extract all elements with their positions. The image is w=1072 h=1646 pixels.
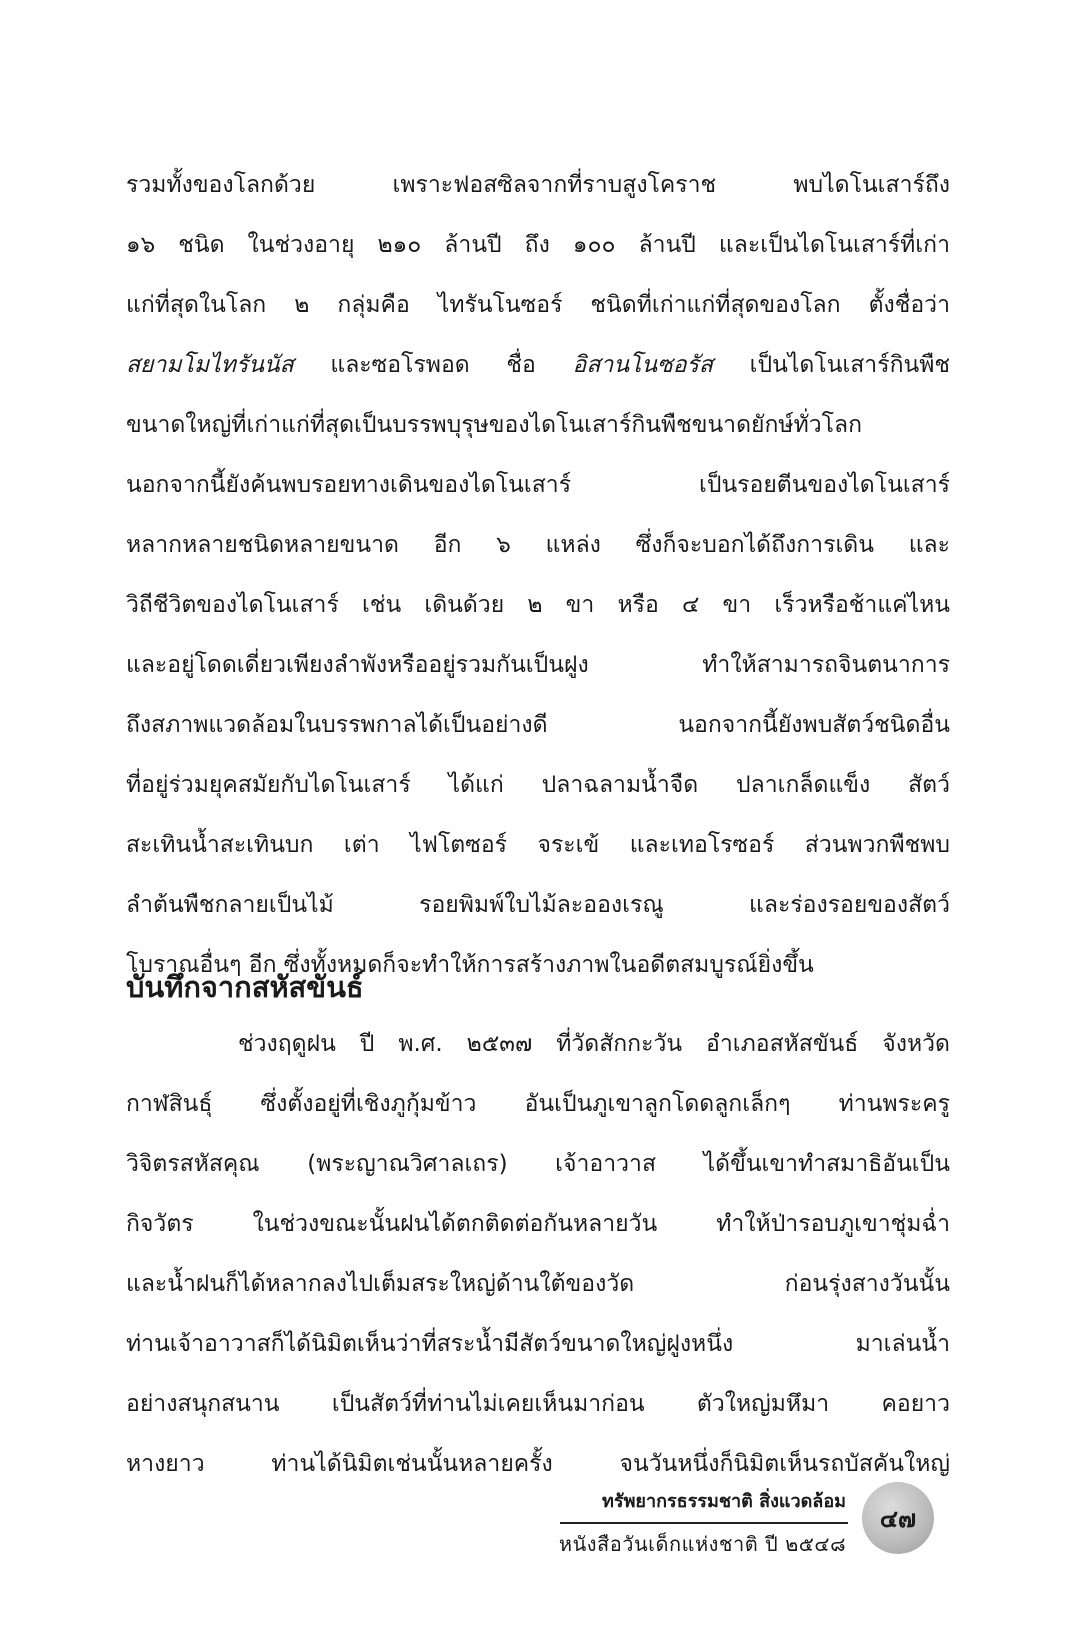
page-number-badge xyxy=(862,1482,934,1554)
text-line: และน้ำฝนก็ได้หลากลงไปเต็มสระใหญ่ด้านใต้ของวัด ก่อนรุ่งสางวันนั้น xyxy=(126,1271,950,1297)
text-line: หลากหลายชนิดหลายขนาด อีก ๖ แหล่ง ซึ่งก็จะบอกได้ถึงการเดิน และ xyxy=(126,532,950,558)
text-line: วิถีชีวิตของไดโนเสาร์ เช่น เดินด้วย ๒ ขา หรือ ๔ ขา เร็วหรือช้าแค่ไหน xyxy=(126,592,950,618)
species-name-isanosaurus: อิสานโนซอรัส xyxy=(572,352,713,378)
footer-divider xyxy=(560,1522,848,1524)
text-line: นอกจากนี้ยังค้นพบรอยทางเดินของไดโนเสาร์ เป็นรอยตีนของไดโนเสาร์ xyxy=(126,472,950,498)
footer-book-title: ทรัพยากรธรรมชาติ สิ่งแวดล้อม xyxy=(602,1491,846,1512)
text-line: อย่างสนุกสนาน เป็นสัตว์ที่ท่านไม่เคยเห็นมาก่อน ตัวใหญ่มหึมา คอยาว xyxy=(126,1391,950,1417)
page-number: ๔๗ xyxy=(879,1504,917,1533)
text-line: แก่ที่สุดในโลก ๒ กลุ่มคือ ไทรันโนซอร์ ชนิดที่เก่าแก่ที่สุดของโลก ตั้งชื่อว่า xyxy=(126,292,950,318)
text-line: กาฬสินธุ์ ซึ่งตั้งอยู่ที่เชิงภูกุ้มข้าว อันเป็นภูเขาลูกโดดลูกเล็กๆ ท่านพระครู xyxy=(126,1091,950,1117)
species-name-siamotyrannus: สยามโมไทรันนัส xyxy=(126,352,294,378)
text-line: ท่านเจ้าอาวาสก็ได้นิมิตเห็นว่าที่สระน้ำมีสัตว์ขนาดใหญ่ฝูงหนึ่ง มาเล่นน้ำ xyxy=(126,1331,950,1357)
text-line: ถึงสภาพแวดล้อมในบรรพกาลได้เป็นอย่างดี นอกจากนี้ยังพบสัตว์ชนิดอื่น xyxy=(126,712,950,738)
text-line: ลำต้นพืชกลายเป็นไม้ รอยพิมพ์ใบไม้ละอองเรณู และร่องรอยของสัตว์ xyxy=(126,892,950,918)
text-line: ขนาดใหญ่ที่เก่าแก่ที่สุดเป็นบรรพบุรุษของไดโนเสาร์กินพืชขนาดยักษ์ทั่วโลก xyxy=(126,412,863,438)
text-line: วิจิตรสหัสคุณ (พระญาณวิศาลเถร) เจ้าอาวาส ได้ขึ้นเขาทำสมาธิอันเป็น xyxy=(126,1151,950,1177)
text-segment: และซอโรพอด ชื่อ xyxy=(293,352,573,378)
paragraph-sahatsakhan xyxy=(126,1014,950,1494)
text-line: ช่วงฤดูฝน ปี พ.ศ. ๒๕๓๗ ที่วัดสักกะวัน อำเภอสหัสขันธ์ จังหวัด xyxy=(238,1031,950,1057)
paragraph-fossils xyxy=(126,155,950,995)
footer-book-subtitle: หนังสือวันเด็กแห่งชาติ ปี ๒๕๔๘ xyxy=(558,1532,846,1556)
text-line: ที่อยู่ร่วมยุคสมัยกับไดโนเสาร์ ได้แก่ ปลาฉลามน้ำจืด ปลาเกล็ดแข็ง สัตว์ xyxy=(126,772,950,798)
text-line: สะเทินน้ำสะเทินบก เต่า ไฟโตซอร์ จระเข้ และเทอโรซอร์ ส่วนพวกพืชพบ xyxy=(126,832,950,858)
text-line-with-species-names xyxy=(126,335,950,395)
text-line: ๑๖ ชนิด ในช่วงอายุ ๒๑๐ ล้านปี ถึง ๑๐๐ ล้านปี และเป็นไดโนเสาร์ที่เก่า xyxy=(126,232,950,258)
text-segment: เป็นไดโนเสาร์กินพืช xyxy=(712,352,950,378)
text-line: รวมทั้งของโลกด้วย เพราะฟอสซิลจากที่ราบสูงโคราช พบไดโนเสาร์ถึง xyxy=(126,172,950,198)
section-heading: บันทึกจากสหัสขันธ์ xyxy=(126,970,364,1004)
text-line: โบราณอื่นๆ อีก ซึ่งทั้งหมดก็จะทำให้การสร้างภาพในอดีตสมบูรณ์ยิ่งขึ้น xyxy=(126,952,814,978)
text-line: หางยาว ท่านได้นิมิตเช่นนั้นหลายครั้ง จนวันหนึ่งก็นิมิตเห็นรถบัสคันใหญ่ xyxy=(126,1451,950,1477)
text-line: และอยู่โดดเดี่ยวเพียงลำพังหรืออยู่รวมกันเป็นฝูง ทำให้สามารถจินตนาการ xyxy=(126,652,950,678)
text-line: กิจวัตร ในช่วงขณะนั้นฝนได้ตกติดต่อกันหลายวัน ทำให้ป่ารอบภูเขาชุ่มฉ่ำ xyxy=(126,1211,950,1237)
